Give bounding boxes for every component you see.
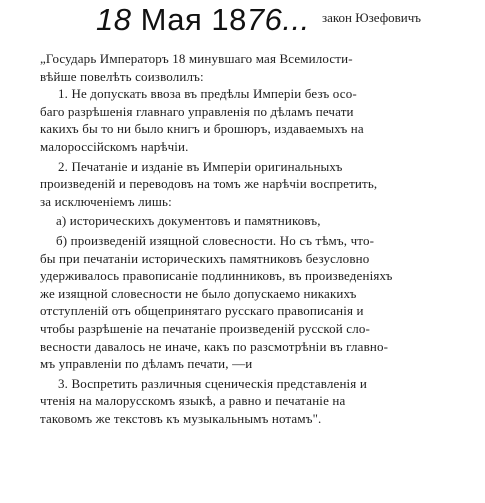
decree-line: отступленій отъ общепринятаго русскаго правописанія и <box>40 303 364 319</box>
decree-line: б) произведеній изящной словесности. Но съ тѣмъ, что- <box>56 232 375 248</box>
decree-line: чтенія на малорусскомъ языкѣ, а равно и печатаніе на <box>40 393 346 409</box>
decree-line: мъ управленіи по дѣламъ печати, —и <box>40 356 253 372</box>
date-month-year: Мая 18 <box>131 2 247 37</box>
decree-line: малороссійскомъ нарѣчіи. <box>40 138 189 154</box>
decree-line: „Государь Императоръ 18 минувшаго мая Всемилости- <box>40 51 353 66</box>
decree-line: 3. Воспретить различныя сценическія представленія и <box>58 375 367 391</box>
decree-line: же изящной словесности не было допускаемо никакихъ <box>40 285 357 301</box>
law-caption: закон Юзефовичъ <box>322 10 421 25</box>
decree-line: удерживалось правописаніе подлинниковъ, въ произведеніяхъ <box>40 268 393 284</box>
decree-text <box>40 50 475 427</box>
decree-line: какихъ бы то ни было книгъ и брошюръ, издаваемыхъ на <box>40 121 364 137</box>
decree-line: чтобы разрѣшеніе на печатаніе произведеній русской сло- <box>40 320 370 336</box>
decree-line: бы при печатаніи историческихъ памятниковъ безусловно <box>40 250 370 266</box>
decree-line: 1. Не допускать ввоза въ предѣлы Имперіи безъ осо- <box>58 86 357 102</box>
date-year-end: 76... <box>246 2 310 37</box>
date-heading <box>96 2 310 38</box>
decree-line: весности давалось не иначе, какъ по разсмотрѣніи въ главно- <box>40 338 389 354</box>
decree-line: за исключеніемъ лишь: <box>40 193 172 209</box>
decree-line: вѣйше повелѣть соизволилъ: <box>40 68 204 84</box>
date-day: 18 <box>96 2 132 37</box>
decree-list-item: а) историческихъ документовъ и памятниковъ, <box>56 213 321 229</box>
decree-line: таковомъ же текстовъ къ музыкальнымъ нотамъ". <box>40 410 322 426</box>
decree-line: 2. Печатаніе и изданіе въ Имперіи оригинальныхъ <box>58 158 343 174</box>
decree-line: баго разрѣшенія главнаго управленія по дѣламъ печати <box>40 103 354 119</box>
decree-line: произведеній и переводовъ на томъ же нарѣчіи воспретить, <box>40 176 378 192</box>
